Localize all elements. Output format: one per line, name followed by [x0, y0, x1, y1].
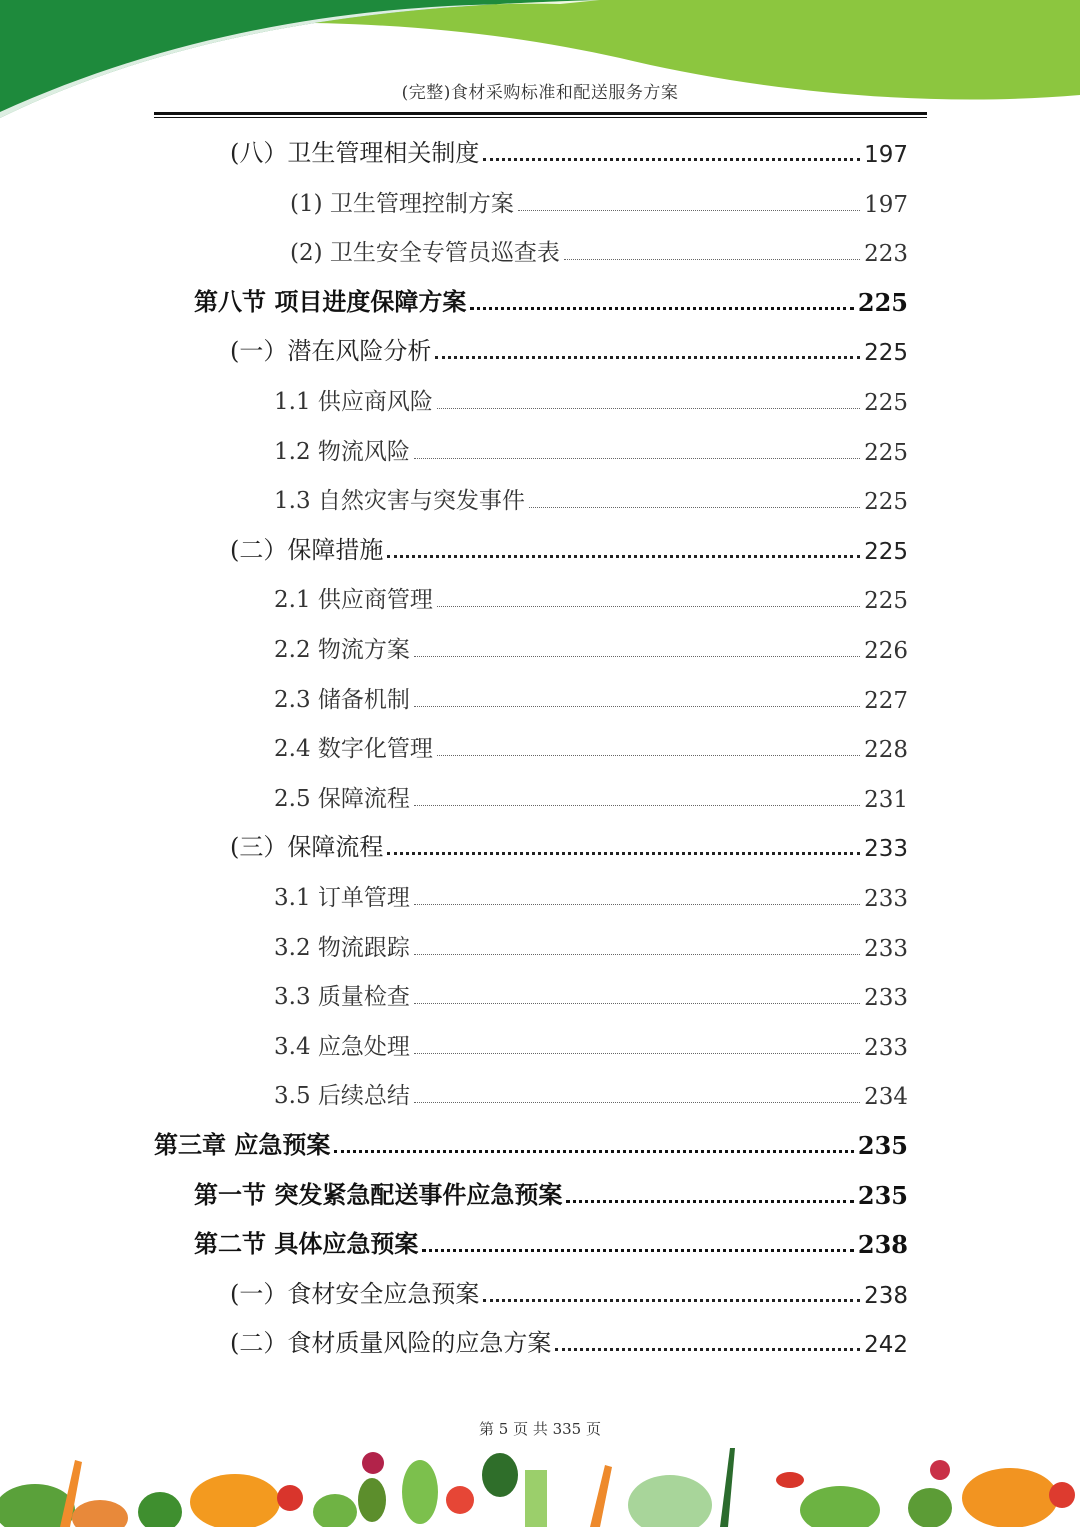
toc-entry-page: 227: [864, 687, 908, 714]
page-number: 第 5 页 共 335 页: [478, 1420, 601, 1438]
toc-entry-title: (三）保障流程: [230, 833, 384, 862]
toc-entry-title: 2.4 数字化管理: [274, 736, 433, 763]
toc-entry[interactable]: [230, 1269, 908, 1309]
header-rule-thin: [154, 117, 927, 118]
document-header-title: (完整)食材采购标准和配送服务方案: [401, 83, 679, 103]
toc-entry-page: 225: [864, 538, 908, 565]
toc-entry[interactable]: [274, 376, 908, 416]
toc-entry[interactable]: [274, 971, 908, 1011]
toc-entry-page: 225: [864, 489, 908, 516]
toc-entry-title: 1.1 供应商风险: [274, 389, 433, 415]
toc-entry-title: 2.1 供应商管理: [274, 587, 433, 614]
toc-entry[interactable]: [230, 822, 908, 862]
toc-dot-leader: [414, 655, 860, 657]
toc-entry[interactable]: [194, 1170, 908, 1210]
toc-dot-leader: [414, 804, 860, 806]
toc-dot-leader: [437, 754, 860, 756]
toc-entry[interactable]: [194, 277, 908, 317]
toc-entry-title: (2) 卫生安全专管员巡查表: [290, 240, 560, 267]
toc-dot-leader: [555, 1347, 860, 1351]
toc-entry[interactable]: [274, 426, 908, 466]
toc-dot-leader: [387, 851, 860, 855]
toc-entry[interactable]: [274, 1070, 908, 1110]
toc-entry-page: 225: [864, 390, 908, 416]
toc-dot-leader: [387, 554, 860, 558]
toc-entry[interactable]: [154, 1120, 908, 1160]
toc-dot-leader: [566, 1199, 854, 1203]
toc-dot-leader: [334, 1149, 854, 1153]
toc-dot-leader: [437, 605, 860, 607]
toc-dot-leader: [470, 306, 854, 310]
toc-entry-page: 231: [864, 786, 908, 813]
toc-entry[interactable]: [274, 723, 908, 763]
toc-entry-title: 2.2 物流方案: [274, 637, 410, 663]
toc-entry-title: 3.4 应急处理: [274, 1033, 410, 1060]
toc-dot-leader: [435, 355, 860, 359]
toc-entry-page: 225: [857, 287, 908, 317]
toc-entry-page: 197: [864, 191, 908, 218]
toc-entry[interactable]: [274, 475, 908, 515]
toc-dot-leader: [518, 209, 860, 211]
toc-entry[interactable]: [230, 1318, 908, 1358]
toc-entry-title: (一）食材安全应急预案: [230, 1279, 480, 1308]
toc-entry-title: (八）卫生管理相关制度: [230, 139, 480, 167]
toc-entry[interactable]: [274, 624, 908, 664]
toc-entry-page: 233: [864, 1034, 908, 1061]
toc-entry-title: 第一节 突发紧急配送事件应急预案: [194, 1179, 563, 1209]
toc-entry-page: 233: [864, 836, 908, 863]
toc-entry-page: 197: [864, 142, 908, 168]
toc-dot-leader: [422, 1248, 854, 1252]
toc-entry[interactable]: [230, 525, 908, 565]
toc-dot-leader: [564, 258, 860, 260]
toc-entry-title: (1) 卫生管理控制方案: [290, 190, 514, 217]
toc-entry[interactable]: [290, 227, 908, 267]
toc-dot-leader: [414, 903, 860, 905]
toc-dot-leader: [414, 1101, 860, 1103]
toc-entry-page: 233: [864, 935, 908, 962]
toc-entry-title: 2.5 保障流程: [274, 785, 410, 812]
toc-entry-page: 235: [857, 1131, 908, 1160]
toc-entry-page: 223: [864, 241, 908, 268]
toc-entry-page: 242: [864, 1332, 908, 1359]
toc-entry-title: 第二节 具体应急预案: [194, 1229, 419, 1259]
toc-entry-title: 3.2 物流跟踪: [274, 934, 410, 961]
toc-entry-title: 3.3 质量检查: [274, 984, 410, 1011]
toc-dot-leader: [414, 1002, 860, 1004]
toc-entry-title: (二）食材质量风险的应急方案: [230, 1329, 552, 1358]
toc-entry-page: 235: [857, 1180, 908, 1210]
toc-entry-title: (一）潜在风险分析: [230, 337, 432, 366]
header-rule: [154, 112, 927, 115]
toc-entry-page: 228: [864, 737, 908, 764]
toc-entry[interactable]: [194, 1219, 908, 1259]
toc-dot-leader: [414, 1052, 860, 1054]
toc-entry-title: 3.1 订单管理: [274, 885, 410, 911]
toc-dot-leader: [414, 457, 860, 459]
toc-entry-page: 233: [864, 886, 908, 912]
toc-entry[interactable]: [230, 128, 908, 168]
toc-entry[interactable]: [230, 326, 908, 366]
toc-entry[interactable]: [274, 1021, 908, 1061]
toc-entry-page: 233: [864, 985, 908, 1012]
toc-dot-leader: [437, 407, 860, 409]
toc-dot-leader: [483, 1298, 860, 1302]
toc-entry-title: 1.2 物流风险: [274, 438, 410, 465]
toc-entry-title: (二）保障措施: [230, 535, 384, 564]
toc-entry-page: 225: [864, 588, 908, 615]
toc-entry-title: 3.5 后续总结: [274, 1083, 410, 1110]
toc-entry-title: 第八节 项目进度保障方案: [194, 286, 467, 316]
toc-entry[interactable]: [274, 674, 908, 714]
toc-entry-page: 225: [864, 439, 908, 466]
vegetable-border-decoration: [0, 1440, 1080, 1527]
toc-dot-leader: [414, 953, 860, 955]
toc-entry-page: 238: [864, 1282, 908, 1309]
toc-dot-leader: [414, 705, 860, 707]
toc-entry[interactable]: [290, 178, 908, 218]
toc-dot-leader: [529, 506, 860, 508]
toc-entry[interactable]: [274, 922, 908, 962]
toc-entry[interactable]: [274, 773, 908, 813]
toc-entry-page: 234: [864, 1084, 908, 1111]
toc-entry[interactable]: [274, 574, 908, 614]
toc-entry-page: 226: [864, 638, 908, 664]
toc-entry-page: 225: [864, 340, 908, 367]
toc-dot-leader: [483, 157, 860, 161]
header-wave-decoration: [0, 0, 1080, 130]
toc-entry-title: 1.3 自然灾害与突发事件: [274, 488, 525, 515]
toc-entry-title: 第三章 应急预案: [154, 1130, 331, 1159]
toc-entry-title: 2.3 储备机制: [274, 686, 410, 713]
toc-entry[interactable]: [274, 872, 908, 912]
toc-entry-page: 238: [857, 1230, 908, 1260]
